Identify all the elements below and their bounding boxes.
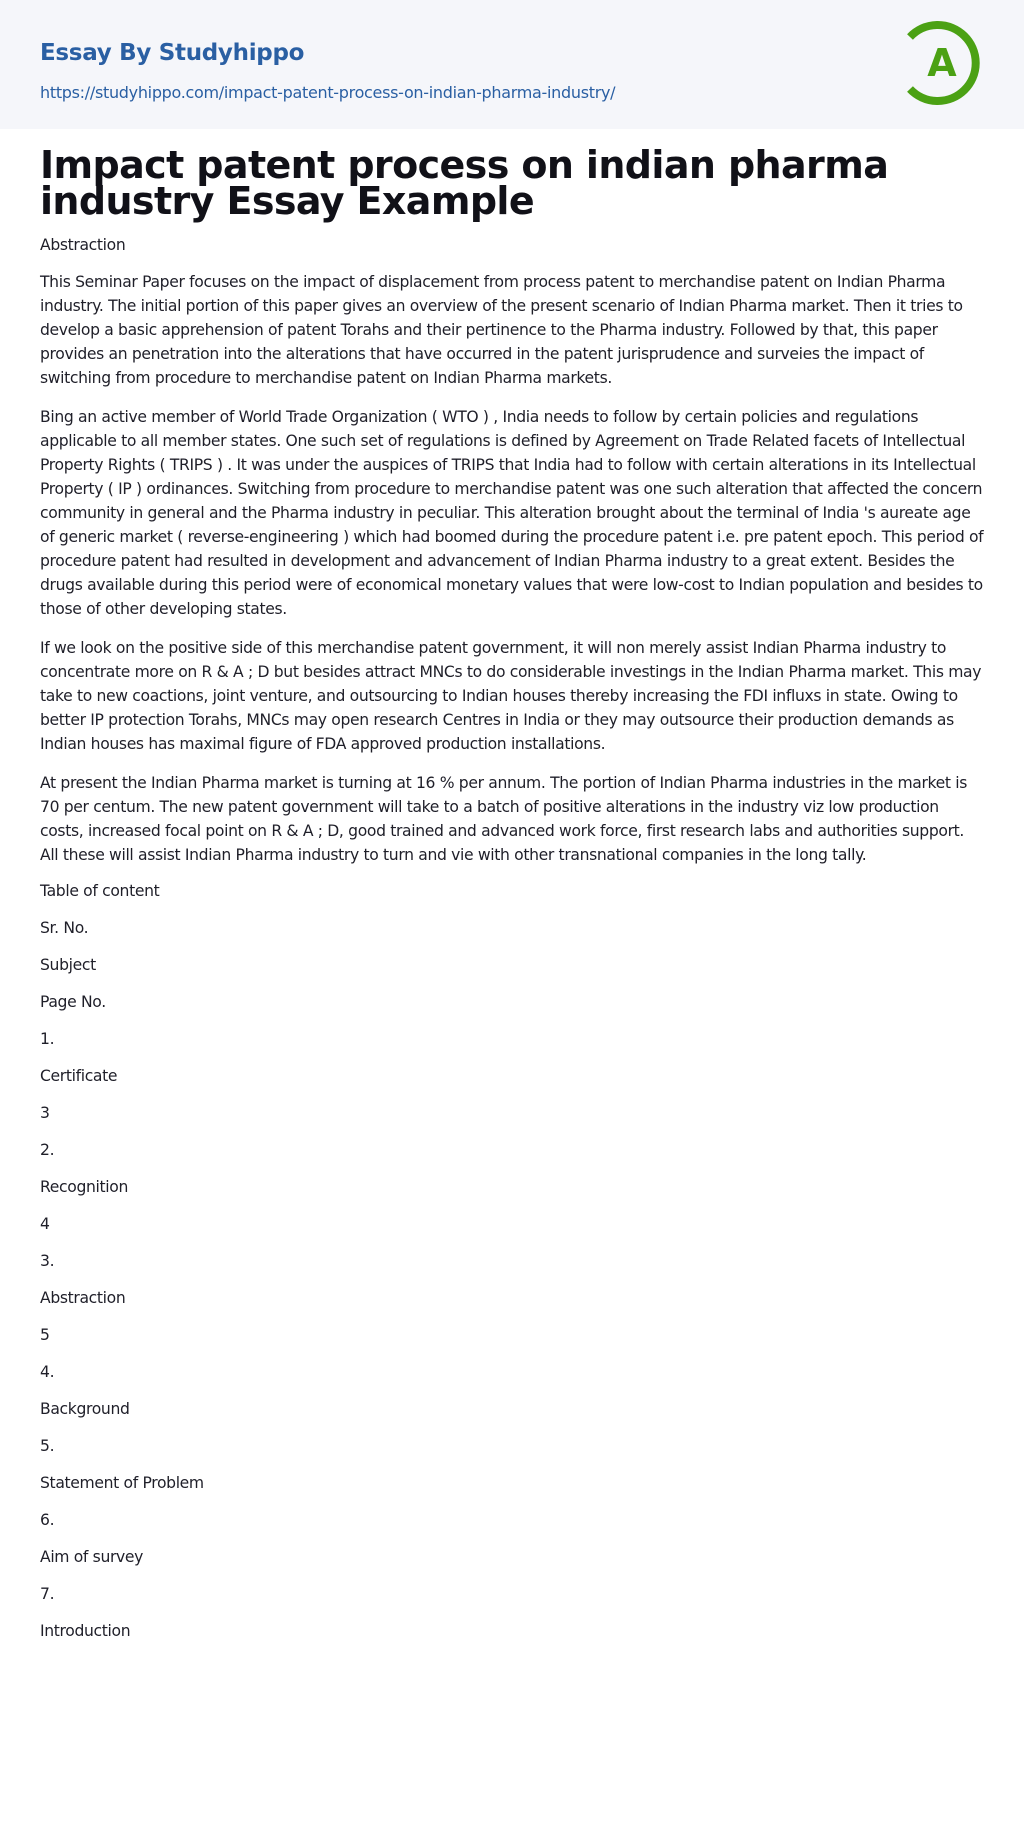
toc-row-number: 5. bbox=[40, 1437, 55, 1455]
studyhippo-logo-icon[interactable] bbox=[898, 19, 986, 107]
paragraph: At present the Indian Pharma market is turning at 16 % per annum. The portion of Indian Pharma industries in the market is 70 per centum. The new patent government will take to a batch of positive alterations in the industry viz low production costs, increased focal point on R & A ; D, good trained and advanced work force, first research labs and authorities support. All these will assist Indian Pharma industry to turn and vie with other transnational companies in the long tally. bbox=[40, 774, 968, 864]
toc-row-page: 3 bbox=[40, 1104, 50, 1122]
toc-row-subject: Introduction bbox=[40, 1622, 131, 1640]
page-title: Impact patent process on indian pharma industry Essay Example bbox=[40, 143, 889, 223]
source-url-link[interactable]: https://studyhippo.com/impact-patent-process-on-indian-pharma-industry/ bbox=[40, 83, 616, 102]
paragraph: Bing an active member of World Trade Organization ( WTO ) , India needs to follow by certain policies and regulations applicable to all member states. One such set of regulations is defined by Agreement on Trade Related facets of Intellectual Property Rights ( TRIPS ) . It was under the auspices of TRIPS that India had to follow with certain alterations in its Intellectual Property ( IP ) ordinances. Switching from procedure to merchandise patent was one such alteration that affected the concern community in general and the Pharma industry in peculiar. This alteration brought about the terminal of India 's aureate age of generic market ( reverse-engineering ) which had boomed during the procedure patent i.e. pre patent epoch. This period of procedure patent had resulted in development and advancement of Indian Pharma industry to a great extent. Besides the drugs available during this period were of economical monetary values that were low-cost to Indian population and besides to those of other developing states. bbox=[40, 408, 984, 618]
paragraph: If we look on the positive side of this merchandise patent government, it will non merely assist Indian Pharma industry to concentrate more on R & A ; D but besides attract MNCs to do considerable investings in the Indian Pharma market. This may take to new coactions, joint venture, and outsourcing to Indian houses thereby increasing the FDI influxs in state. Owing to better IP protection Torahs, MNCs may open research Centres in India or they may outsource their production demands as Indian houses has maximal figure of FDA approved production installations. bbox=[40, 639, 982, 753]
toc-row-number: 1. bbox=[40, 1030, 55, 1048]
toc-heading: Table of content bbox=[40, 882, 160, 900]
toc-row-subject: Statement of Problem bbox=[40, 1474, 204, 1492]
toc-column-header: Page No. bbox=[40, 993, 106, 1011]
toc-row-subject: Aim of survey bbox=[40, 1548, 144, 1566]
section-label: Abstraction bbox=[40, 236, 126, 254]
article bbox=[0, 143, 1024, 1643]
toc-row-number: 4. bbox=[40, 1363, 55, 1381]
toc-column-header: Subject bbox=[40, 956, 96, 974]
toc-row-page: 4 bbox=[40, 1215, 50, 1233]
toc-row-number: 3. bbox=[40, 1252, 55, 1270]
toc-column-header: Sr. No. bbox=[40, 919, 89, 937]
toc-row-subject: Certificate bbox=[40, 1067, 118, 1085]
toc-row-number: 7. bbox=[40, 1585, 55, 1603]
site-header bbox=[0, 0, 1024, 129]
toc-row-subject: Abstraction bbox=[40, 1289, 126, 1307]
toc-row-page: 5 bbox=[40, 1326, 50, 1344]
toc-row-subject: Background bbox=[40, 1400, 130, 1418]
toc-row-subject: Recognition bbox=[40, 1178, 128, 1196]
brand-title[interactable]: Essay By Studyhippo bbox=[40, 40, 305, 66]
toc-row-number: 2. bbox=[40, 1141, 55, 1159]
paragraph: This Seminar Paper focuses on the impact of displacement from process patent to merchandise patent on Indian Pharma industry. The initial portion of this paper gives an overview of the present scenario of Indian Pharma market. Then it tries to develop a basic apprehension of patent Torahs and their pertinence to the Pharma industry. Followed by that, this paper provides an penetration into the alterations that have occurred in the patent jurisprudence and surveies the impact of switching from procedure to merchandise patent on Indian Pharma markets. bbox=[40, 273, 963, 387]
toc-row-number: 6. bbox=[40, 1511, 55, 1529]
logo-letter: A bbox=[927, 41, 957, 85]
